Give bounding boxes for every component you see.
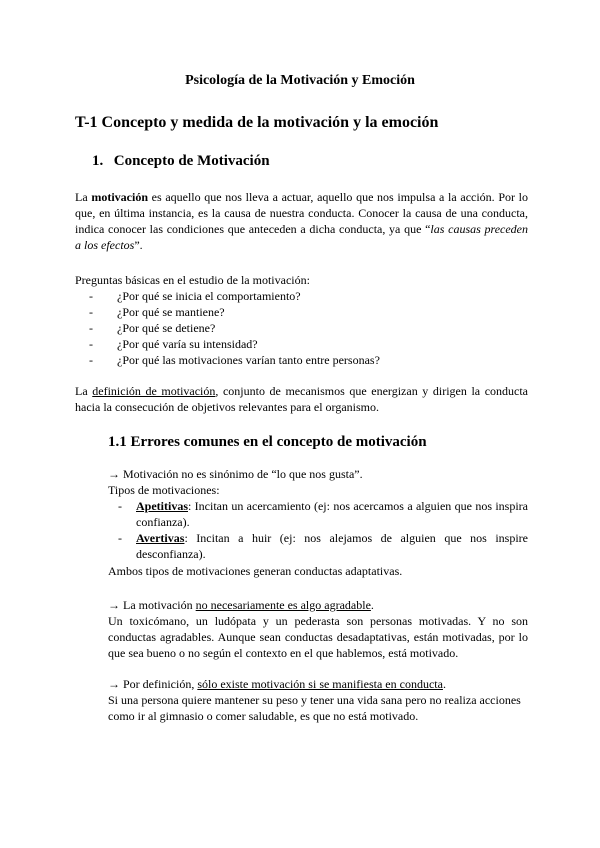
- definition-pre: La: [75, 384, 93, 398]
- error-1-statement: → Motivación no es sinónimo de “lo que nos gusta”.: [108, 467, 363, 481]
- topic-title: T-1 Concepto y medida de la motivación y la emoción: [75, 114, 439, 131]
- types-intro: Tipos de motivaciones:: [108, 483, 220, 497]
- error-3-underlined: sólo existe motivación si se manifiesta en conducta: [197, 677, 443, 691]
- definition-term: definición de motivación: [92, 384, 216, 398]
- list-item: - ¿Por qué se detiene?: [75, 320, 525, 336]
- list-item: - ¿Por qué varía su intensidad?: [75, 336, 525, 352]
- section-number: 1.: [92, 153, 104, 169]
- intro-italic-quote: las causas preceden a los efectos: [75, 222, 528, 252]
- type-desc: : Incitan a huir (ej: nos alejamos de alguien que nos inspire desconfianza).: [136, 531, 528, 561]
- error-1-block: [108, 466, 528, 498]
- list-item: [108, 530, 528, 562]
- error-2-paragraph: Un toxicómano, un ludópata y un pederasta son personas motivadas. Y no son conductas agradables. Aunque sean conductas desadaptativas, están motivadas, por lo que sea bueno o no según el contexto en el que hablemos, está motivado.: [108, 614, 528, 660]
- questions-intro: Preguntas básicas en el estudio de la motivación:: [75, 273, 310, 287]
- error-2-pre: → La motivación: [108, 598, 196, 612]
- error-3-statement: [108, 676, 528, 692]
- intro-end: ”.: [134, 238, 143, 252]
- intro-pre: La: [75, 190, 92, 204]
- list-item: [108, 498, 528, 530]
- subsection-title: 1.1 Errores comunes en el concepto de motivación: [108, 434, 427, 450]
- definition-post: , conjunto de mecanismos que energizan y dirigen la conducta hacia la consecución de objetivos relevantes para el organismo.: [75, 384, 529, 414]
- error-2-underlined: no necesariamente es algo agradable: [195, 598, 371, 612]
- intro-post: es aquello que nos lleva a actuar, aquello que nos impulsa a la acción. Por lo que, en última instancia, es la causa de nuestra conducta. Conocer la causa de una conducta, indica conocer las condiciones que anteceden a dicha conducta, ya que “: [75, 190, 529, 236]
- error-3-pre: → Por definición,: [108, 677, 198, 691]
- questions-list: [75, 288, 525, 368]
- document-title: Psicología de la Motivación y Emoción: [185, 73, 415, 88]
- list-item: - ¿Por qué se mantiene?: [75, 304, 525, 320]
- intro-paragraph: [75, 189, 528, 253]
- error-2-statement: [108, 597, 528, 613]
- types-list: [108, 498, 528, 562]
- error-2-post: .: [370, 598, 374, 612]
- error-3-paragraph: Si una persona quiere mantener su peso y tener una vida sana pero no realiza acciones como ir al gimnasio o comer saludable, es que no está motivado.: [108, 693, 521, 723]
- both-types-note: Ambos tipos de motivaciones generan conductas adaptativas.: [108, 564, 403, 578]
- section-heading: [92, 151, 270, 171]
- error-3-post: .: [442, 677, 446, 691]
- type-name: Avertivas: [136, 531, 185, 545]
- type-name: Apetitivas: [136, 499, 188, 513]
- type-desc: : Incitan un acercamiento (ej: nos acercamos a alguien que nos inspira confianza).: [136, 499, 528, 529]
- intro-bold-term: motivación: [91, 190, 148, 204]
- section-title: Concepto de Motivación: [113, 153, 270, 169]
- list-item: - ¿Por qué las motivaciones varían tanto entre personas?: [75, 352, 525, 368]
- list-item: - ¿Por qué se inicia el comportamiento?: [75, 288, 525, 304]
- definition-paragraph: [75, 383, 528, 415]
